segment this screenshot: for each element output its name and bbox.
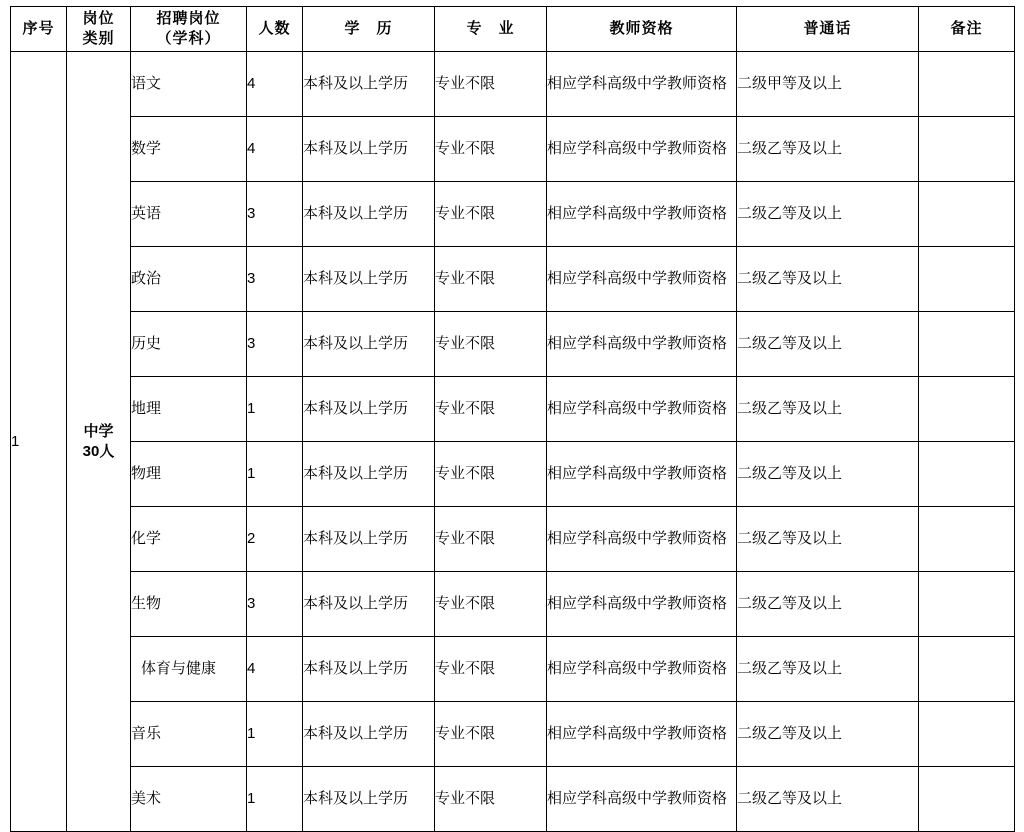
cell-remark xyxy=(919,442,1015,507)
cell-mandarin: 二级甲等及以上 xyxy=(737,52,919,117)
cell-major: 专业不限 xyxy=(435,312,547,377)
header-remark: 备注 xyxy=(919,7,1015,52)
cell-education: 本科及以上学历 xyxy=(303,377,435,442)
cell-major: 专业不限 xyxy=(435,442,547,507)
cell-certificate: 相应学科高级中学教师资格 xyxy=(547,377,737,442)
cell-count: 2 xyxy=(247,507,303,572)
cell-count: 3 xyxy=(247,572,303,637)
cell-remark xyxy=(919,637,1015,702)
header-mandarin: 普通话 xyxy=(737,7,919,52)
table-row xyxy=(11,572,1015,637)
cell-mandarin: 二级乙等及以上 xyxy=(737,182,919,247)
header-count: 人数 xyxy=(247,7,303,52)
cell-certificate: 相应学科高级中学教师资格 xyxy=(547,117,737,182)
cell-major: 专业不限 xyxy=(435,52,547,117)
cell-mandarin: 二级乙等及以上 xyxy=(737,247,919,312)
cell-position: 历史 xyxy=(131,312,247,377)
table-row xyxy=(11,247,1015,312)
header-major: 专 业 xyxy=(435,7,547,52)
cell-position: 地理 xyxy=(131,377,247,442)
cell-mandarin: 二级乙等及以上 xyxy=(737,572,919,637)
cell-major: 专业不限 xyxy=(435,377,547,442)
cell-major: 专业不限 xyxy=(435,572,547,637)
cell-position: 数学 xyxy=(131,117,247,182)
cell-position: 生物 xyxy=(131,572,247,637)
header-certificate: 教师资格 xyxy=(547,7,737,52)
table-row xyxy=(11,312,1015,377)
cell-mandarin: 二级乙等及以上 xyxy=(737,637,919,702)
header-index: 序号 xyxy=(11,7,67,52)
cell-education: 本科及以上学历 xyxy=(303,182,435,247)
cell-education: 本科及以上学历 xyxy=(303,52,435,117)
table-row xyxy=(11,117,1015,182)
table-row xyxy=(11,637,1015,702)
cell-certificate: 相应学科高级中学教师资格 xyxy=(547,312,737,377)
cell-count: 4 xyxy=(247,117,303,182)
cell-mandarin: 二级乙等及以上 xyxy=(737,377,919,442)
cell-position: 化学 xyxy=(131,507,247,572)
cell-certificate: 相应学科高级中学教师资格 xyxy=(547,507,737,572)
table-row xyxy=(11,377,1015,442)
group-category-line1: 中学 xyxy=(83,422,114,440)
header-position-line1: 招聘岗位 xyxy=(156,10,221,27)
cell-education: 本科及以上学历 xyxy=(303,702,435,767)
cell-education: 本科及以上学历 xyxy=(303,117,435,182)
cell-count: 1 xyxy=(247,442,303,507)
cell-certificate: 相应学科高级中学教师资格 xyxy=(547,442,737,507)
cell-count: 3 xyxy=(247,312,303,377)
cell-position: 语文 xyxy=(131,52,247,117)
cell-mandarin: 二级乙等及以上 xyxy=(737,117,919,182)
group-category-cell xyxy=(67,52,131,832)
cell-remark xyxy=(919,247,1015,312)
cell-remark xyxy=(919,182,1015,247)
cell-remark xyxy=(919,702,1015,767)
cell-education: 本科及以上学历 xyxy=(303,312,435,377)
cell-education: 本科及以上学历 xyxy=(303,507,435,572)
cell-certificate: 相应学科高级中学教师资格 xyxy=(547,52,737,117)
cell-major: 专业不限 xyxy=(435,247,547,312)
cell-position: 体育与健康 xyxy=(131,637,247,702)
cell-mandarin: 二级乙等及以上 xyxy=(737,312,919,377)
recruitment-table xyxy=(10,6,1015,832)
cell-certificate: 相应学科高级中学教师资格 xyxy=(547,182,737,247)
group-index-cell: 1 xyxy=(11,52,67,832)
cell-position: 政治 xyxy=(131,247,247,312)
table-body xyxy=(11,52,1015,832)
table-row xyxy=(11,702,1015,767)
cell-education: 本科及以上学历 xyxy=(303,247,435,312)
header-position-line2: （学科） xyxy=(156,30,221,47)
cell-education: 本科及以上学历 xyxy=(303,572,435,637)
table-row xyxy=(11,182,1015,247)
cell-position: 物理 xyxy=(131,442,247,507)
cell-count: 1 xyxy=(247,377,303,442)
cell-position: 英语 xyxy=(131,182,247,247)
cell-major: 专业不限 xyxy=(435,507,547,572)
cell-remark xyxy=(919,767,1015,832)
cell-major: 专业不限 xyxy=(435,637,547,702)
cell-certificate: 相应学科高级中学教师资格 xyxy=(547,637,737,702)
header-category-line1: 岗位 xyxy=(82,10,115,27)
header-position xyxy=(131,7,247,52)
header-category xyxy=(67,7,131,52)
group-category-line2: 30人 xyxy=(82,442,115,460)
cell-mandarin: 二级乙等及以上 xyxy=(737,767,919,832)
cell-mandarin: 二级乙等及以上 xyxy=(737,442,919,507)
cell-mandarin: 二级乙等及以上 xyxy=(737,702,919,767)
cell-major: 专业不限 xyxy=(435,117,547,182)
cell-count: 3 xyxy=(247,247,303,312)
table-row xyxy=(11,507,1015,572)
cell-major: 专业不限 xyxy=(435,182,547,247)
cell-count: 1 xyxy=(247,767,303,832)
cell-count: 4 xyxy=(247,52,303,117)
cell-mandarin: 二级乙等及以上 xyxy=(737,507,919,572)
cell-remark xyxy=(919,377,1015,442)
table-header-row xyxy=(11,7,1015,52)
cell-education: 本科及以上学历 xyxy=(303,637,435,702)
table-row xyxy=(11,52,1015,117)
header-education: 学 历 xyxy=(303,7,435,52)
cell-position: 美术 xyxy=(131,767,247,832)
cell-count: 3 xyxy=(247,182,303,247)
recruitment-table-sheet xyxy=(10,6,1014,832)
cell-count: 4 xyxy=(247,637,303,702)
cell-remark xyxy=(919,52,1015,117)
header-category-line2: 类别 xyxy=(82,30,115,47)
cell-major: 专业不限 xyxy=(435,702,547,767)
cell-remark xyxy=(919,572,1015,637)
cell-certificate: 相应学科高级中学教师资格 xyxy=(547,572,737,637)
cell-remark xyxy=(919,117,1015,182)
table-row xyxy=(11,767,1015,832)
cell-education: 本科及以上学历 xyxy=(303,767,435,832)
cell-education: 本科及以上学历 xyxy=(303,442,435,507)
cell-certificate: 相应学科高级中学教师资格 xyxy=(547,767,737,832)
cell-position: 音乐 xyxy=(131,702,247,767)
cell-major: 专业不限 xyxy=(435,767,547,832)
table-row xyxy=(11,442,1015,507)
cell-count: 1 xyxy=(247,702,303,767)
cell-certificate: 相应学科高级中学教师资格 xyxy=(547,702,737,767)
cell-certificate: 相应学科高级中学教师资格 xyxy=(547,247,737,312)
cell-remark xyxy=(919,312,1015,377)
cell-remark xyxy=(919,507,1015,572)
